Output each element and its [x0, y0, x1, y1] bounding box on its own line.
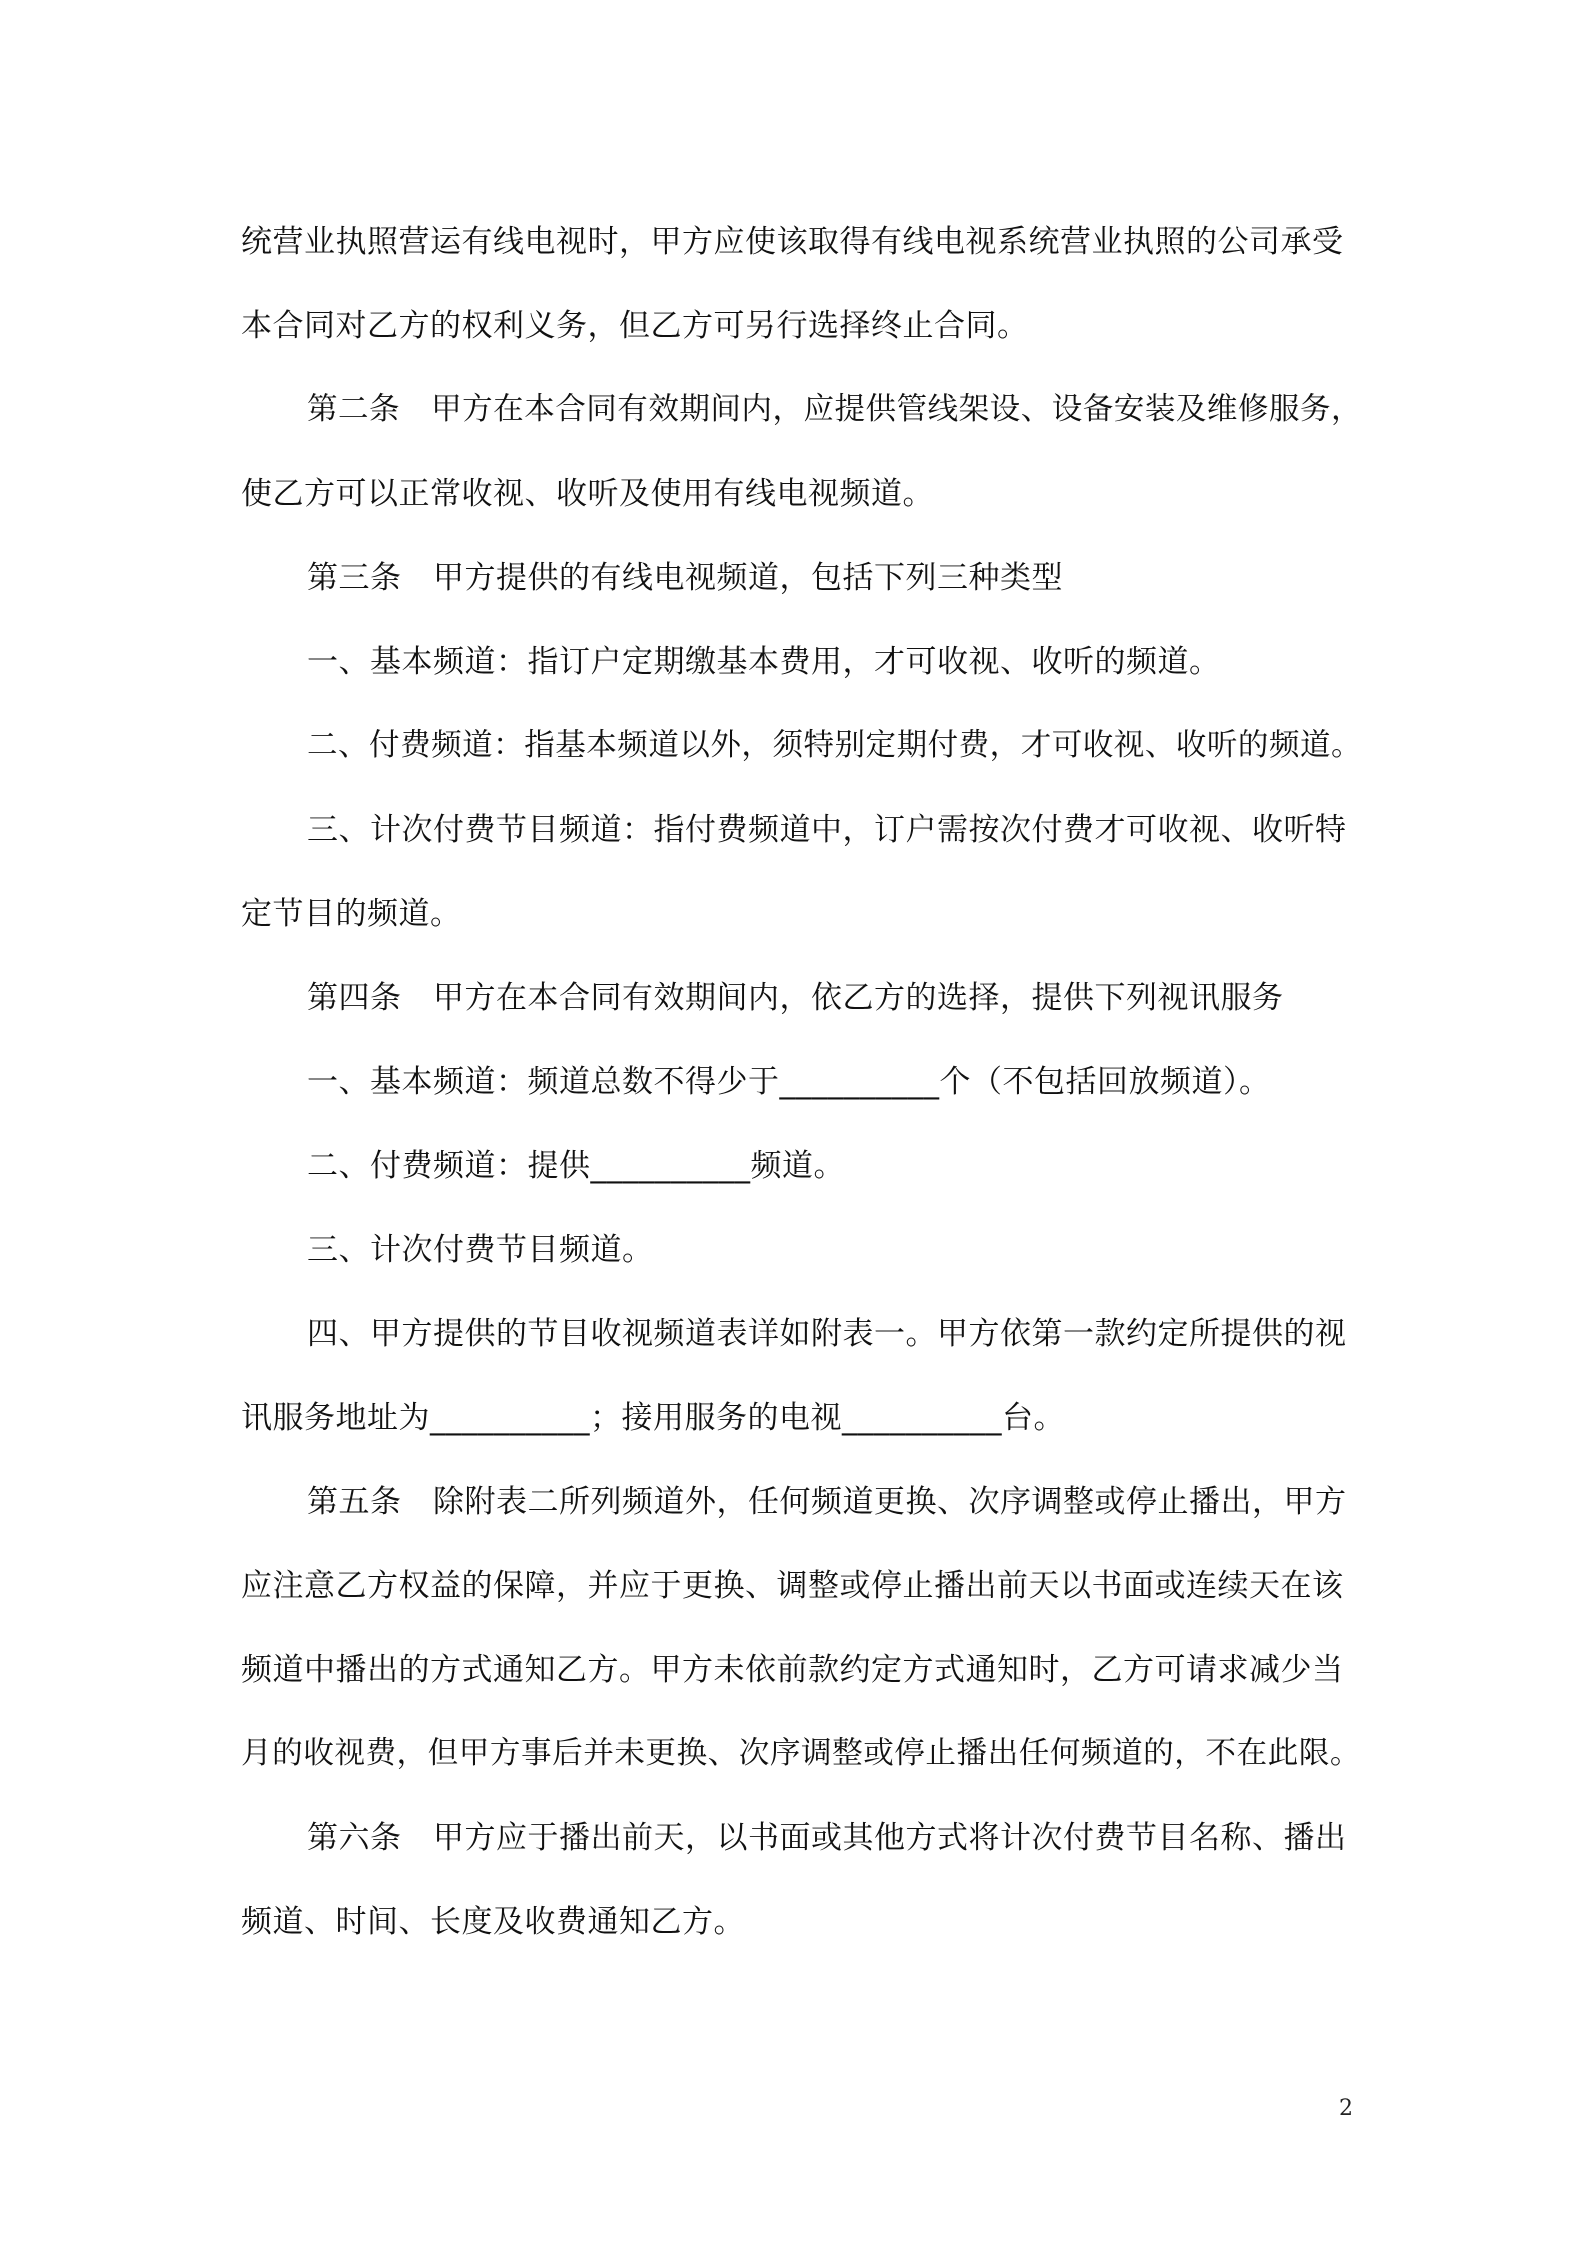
text-line: 频道中播出的方式通知乙方。甲方未依前款约定方式通知时，乙方可请求减少当: [241, 1652, 1344, 1688]
text-line: 讯服务地址为__________；接用服务的电视__________台。: [241, 1400, 1065, 1436]
list-item-line: 二、付费频道：提供__________频道。: [307, 1148, 845, 1184]
list-item-line: 四、甲方提供的节目收视频道表详如附表一。甲方依第一款约定所提供的视: [307, 1316, 1347, 1352]
text-line: 应注意乙方权益的保障，并应于更换、调整或停止播出前天以书面或连续天在该: [241, 1568, 1344, 1604]
text-line: 月的收视费，但甲方事后并未更换、次序调整或停止播出任何频道的，不在此限。: [241, 1736, 1361, 1771]
article-6-line: 第六条 甲方应于播出前天，以书面或其他方式将计次付费节目名称、播出: [307, 1820, 1347, 1856]
list-item-line: 三、计次付费节目频道。: [307, 1232, 654, 1268]
text-line: 使乙方可以正常收视、收听及使用有线电视频道。: [241, 476, 934, 512]
article-3-line: 第三条 甲方提供的有线电视频道，包括下列三种类型: [307, 560, 1063, 596]
page-number: 2: [1339, 2096, 1353, 2121]
article-2-line: 第二条 甲方在本合同有效期间内，应提供管线架设、设备安装及维修服务，: [307, 392, 1363, 427]
text-line: 统营业执照营运有线电视时，甲方应使该取得有线电视系统营业执照的公司承受: [241, 224, 1344, 260]
list-item-line: 一、基本频道：指订户定期缴基本费用，才可收视、收听的频道。: [307, 644, 1221, 680]
article-5-line: 第五条 除附表二所列频道外，任何频道更换、次序调整或停止播出，甲方: [307, 1484, 1347, 1520]
list-item-line: 二、付费频道：指基本频道以外，须特别定期付费，才可收视、收听的频道。: [307, 728, 1363, 763]
text-line: 频道、时间、长度及收费通知乙方。: [241, 1904, 745, 1940]
document-body: [241, 200, 1361, 1964]
list-item-line: 三、计次付费节目频道：指付费频道中，订户需按次付费才可收视、收听特: [307, 812, 1347, 848]
text-line: 定节目的频道。: [241, 896, 462, 932]
list-item-line: 一、基本频道：频道总数不得少于__________个（不包括回放频道）。: [307, 1064, 1271, 1100]
article-4-line: 第四条 甲方在本合同有效期间内，依乙方的选择，提供下列视讯服务: [307, 980, 1284, 1016]
text-line: 本合同对乙方的权利义务，但乙方可另行选择终止合同。: [241, 308, 1029, 344]
